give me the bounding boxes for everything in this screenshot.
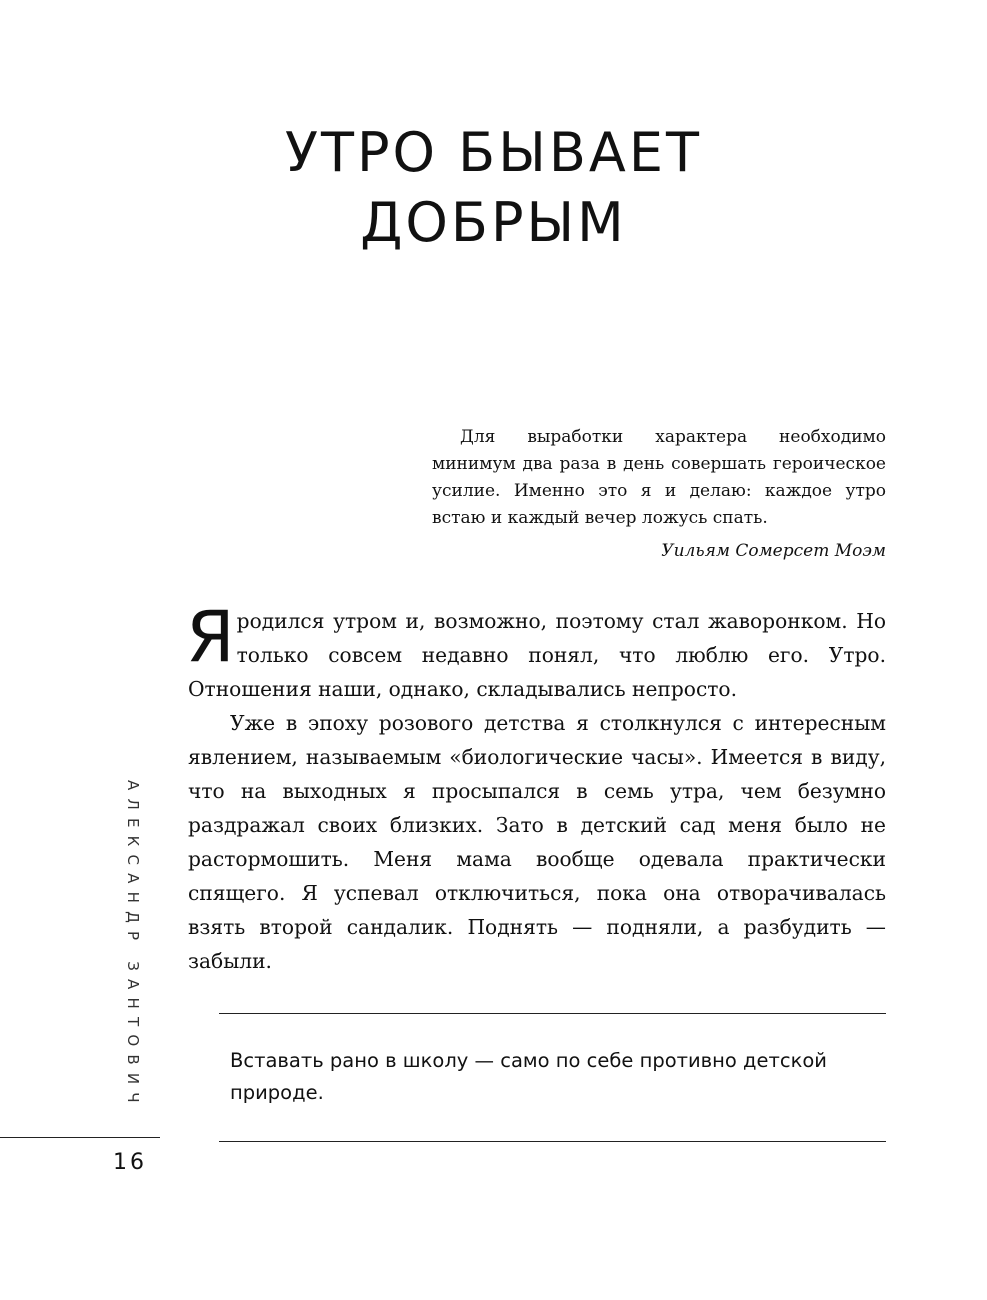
chapter-title-line-2: ДОБРЫМ xyxy=(360,191,627,254)
epigraph-text: Для выработки характера необходимо минимум два раза в день совершать героическое усилие. Именно это я и делаю: каждое утро встаю и каждый вечер ложусь спать. xyxy=(432,427,886,528)
paragraph: Уже в эпоху розового детства я столкнулся с интересным явлением, называемым «биологические часы». Имеется в виду, что на выходных я просыпался в семь утра, чем безумно раздражал своих близких. Зато в детский сад меня было не растормошить. Меня мама вообще одевала практически спящего. Я успевал отключиться, пока она отворачивалась взять второй сандалик. Поднять — подняли, а разбудить — забыли. xyxy=(188,711,886,973)
body-text xyxy=(186,596,886,978)
paragraph-1-text: родился утром и, возможно, поэтому стал жаворонком. Но только совсем недавно понял, что люблю его. Утро. Отношения наши, однако, складывались непросто. xyxy=(188,609,886,701)
epigraph xyxy=(432,424,886,565)
pull-quote-bottom-rule xyxy=(219,1141,886,1142)
running-head-author: АЛЕКСАНДР ЗАНТОВИЧ xyxy=(124,780,142,1111)
epigraph-author: Уильям Сомерсет Моэм xyxy=(661,541,886,561)
page-number: 16 xyxy=(113,1150,147,1175)
pull-quote-top-rule xyxy=(219,1013,886,1014)
chapter-title-line-1: УТРО БЫВАЕТ xyxy=(285,121,702,184)
pull-quote: Вставать рано в школу — само по себе противно детской природе. xyxy=(230,1049,827,1104)
drop-cap: Я xyxy=(186,596,235,678)
paragraph xyxy=(186,596,886,706)
footer-rule xyxy=(0,1137,160,1138)
chapter-title xyxy=(0,118,987,258)
